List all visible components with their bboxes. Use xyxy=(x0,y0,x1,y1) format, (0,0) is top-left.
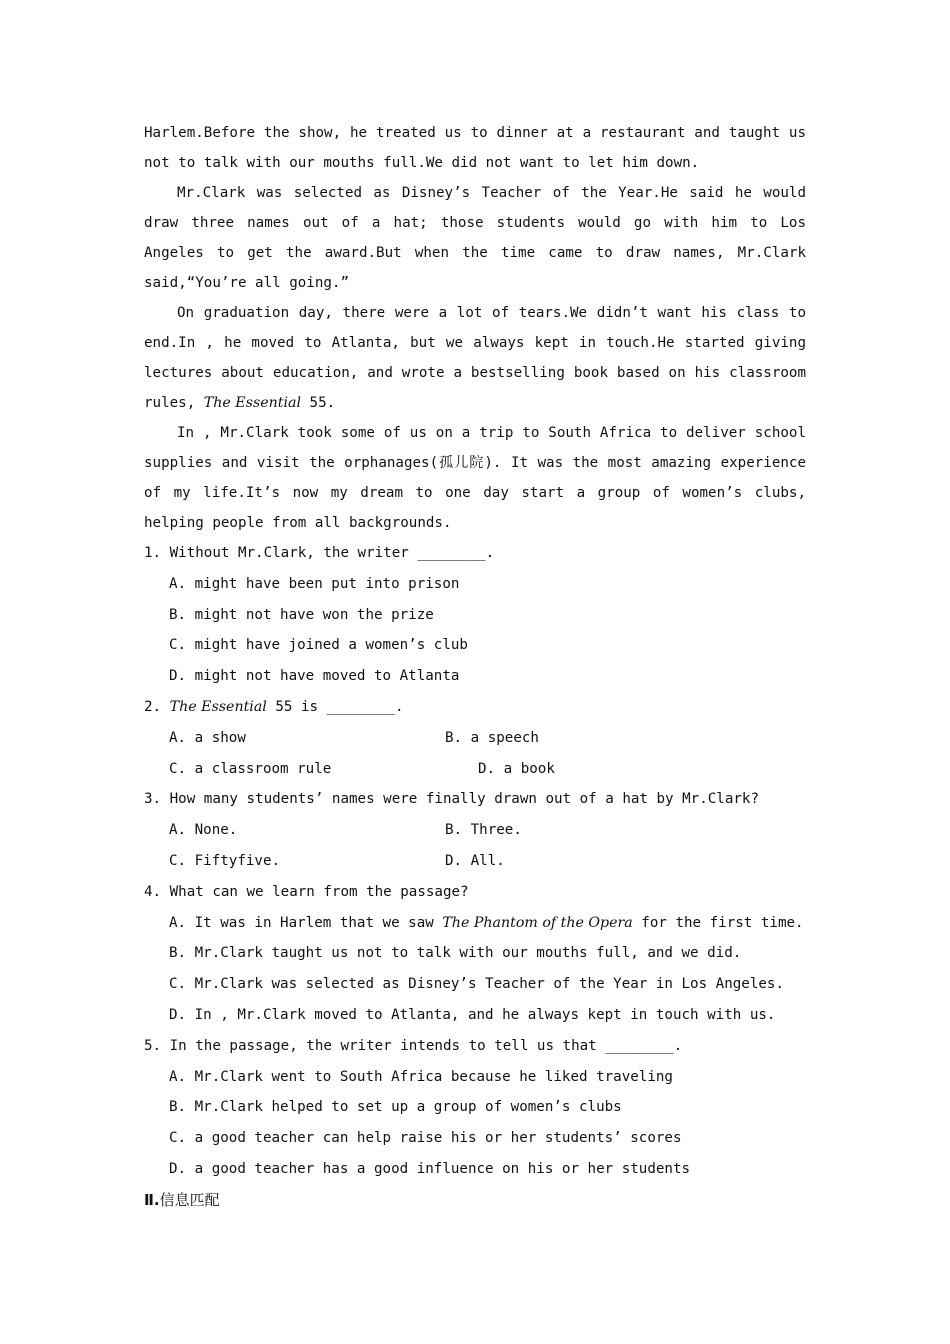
p3-text-b: 55. xyxy=(301,395,336,411)
question-2-stem-rest: 55 is ________. xyxy=(266,698,404,715)
question-2-stem xyxy=(144,692,806,723)
section-title: 信息匹配 xyxy=(159,1190,220,1209)
question-3-option-c: C. Fiftyfive. xyxy=(169,852,281,869)
question-1 xyxy=(144,538,806,692)
question-1-option-b: B. might not have won the prize xyxy=(169,606,434,623)
question-2-option-b: B. a speech xyxy=(445,729,539,746)
book-title: The Essential xyxy=(203,395,301,411)
question-4-option-a-text: A. It was in Harlem that we saw xyxy=(169,914,443,931)
question-4 xyxy=(144,877,806,1031)
question-1-option-d: D. might not have moved to Atlanta xyxy=(169,668,460,685)
question-3-row-2 xyxy=(144,846,806,877)
question-1-option-a: A. might have been put into prison xyxy=(169,575,460,592)
question-3-stem: 3. How many students’ names were finally drawn out of a hat by Mr.Clark? xyxy=(144,791,759,808)
question-2 xyxy=(144,692,806,784)
question-4-stem: 4. What can we learn from the passage? xyxy=(144,883,469,900)
question-3-row-1 xyxy=(144,815,806,846)
question-2-row-2 xyxy=(144,754,806,785)
question-5-option-b: B. Mr.Clark helped to set up a group of women’s clubs xyxy=(169,1099,622,1116)
question-1-stem: 1. Without Mr.Clark, the writer ________. xyxy=(144,545,495,561)
section-number: Ⅱ. xyxy=(144,1190,160,1209)
question-4-option-a-rest: for the first time. xyxy=(632,914,804,931)
passage-paragraph-3 xyxy=(144,298,806,418)
passage-paragraph-2: Mr.Clark was selected as Disney’s Teacher of the Year.He said he would draw three names out of a hat; those students would go with him to Los Angeles to get the award.But when the time came to draw names, Mr.Clark said,“You’re all going.” xyxy=(144,185,806,291)
question-3-option-d: D. All. xyxy=(445,852,505,869)
question-2-number: 2. xyxy=(144,698,170,715)
question-2-option-d: D. a book xyxy=(478,760,555,777)
question-1-option-c: C. might have joined a women’s club xyxy=(169,637,468,654)
question-2-row-1 xyxy=(144,723,806,754)
passage-paragraph-4: In , Mr.Clark took some of us on a trip to South Africa to deliver school supplies and visit the orphanages(孤儿院). It was the most amazing experience of my life.It’s now my dream to one day start a group of women’s clubs, helping people from all backgrounds. xyxy=(144,425,806,531)
question-2-option-a: A. a show xyxy=(169,729,246,746)
question-4-option-a xyxy=(144,908,806,939)
section-heading xyxy=(144,1185,806,1215)
question-3-option-b: B. Three. xyxy=(445,822,522,839)
question-5 xyxy=(144,1031,806,1185)
question-5-option-a: A. Mr.Clark went to South Africa because he liked traveling xyxy=(169,1068,673,1085)
question-5-option-c: C. a good teacher can help raise his or her students’ scores xyxy=(169,1130,682,1147)
question-5-stem: 5. In the passage, the writer intends to tell us that ________. xyxy=(144,1037,683,1054)
question-2-book-title: The Essential xyxy=(169,698,267,715)
question-4-option-d: D. In , Mr.Clark moved to Atlanta, and he always kept in touch with us. xyxy=(169,1006,776,1023)
passage-paragraph-1: Harlem.Before the show, he treated us to dinner at a restaurant and taught us not to talk with our mouths full.We did not want to let him down. xyxy=(144,125,806,171)
question-4-option-c: C. Mr.Clark was selected as Disney’s Teacher of the Year in Los Angeles. xyxy=(169,976,784,993)
question-4-option-b: B. Mr.Clark taught us not to talk with our mouths full, and we did. xyxy=(169,945,742,962)
question-5-option-d: D. a good teacher has a good influence on his or her students xyxy=(169,1160,691,1177)
opera-title: The Phantom of the Opera xyxy=(442,914,633,931)
document-page xyxy=(144,118,806,1215)
question-2-option-c: C. a classroom rule xyxy=(169,760,332,777)
question-3 xyxy=(144,784,806,876)
p3-text-a: On graduation day, there were a lot of tears.We didn’t want his class to end.In , he moved to Atlanta, but we always kept in touch.He started giving lectures about education, and wrote a bestselling book based on his classroom rules, xyxy=(144,305,806,411)
question-3-option-a: A. None. xyxy=(169,822,238,839)
